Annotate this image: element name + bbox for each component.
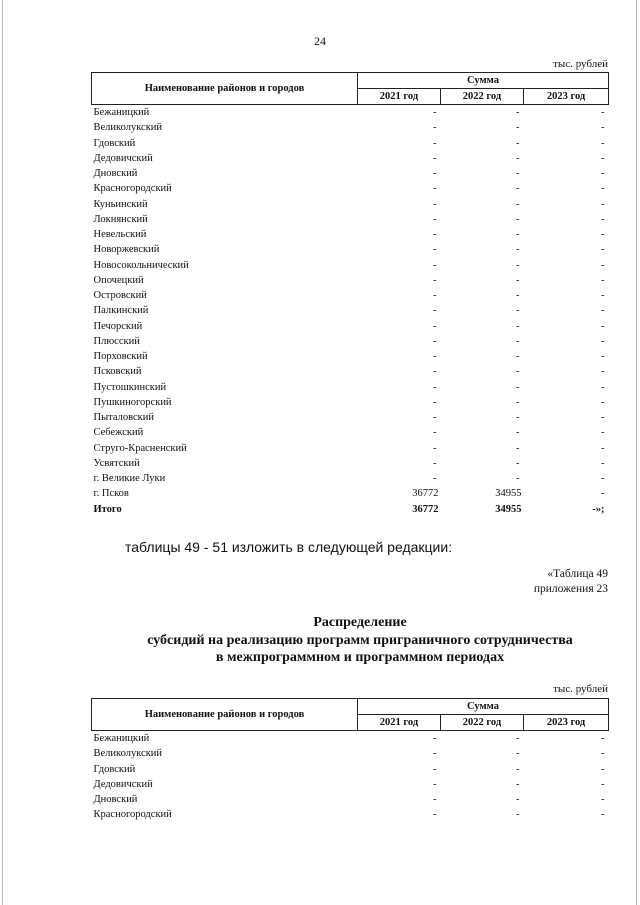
table-row (92, 471, 609, 486)
value-2023-cell: - (601, 229, 605, 240)
table-row (92, 105, 609, 121)
district-name-cell: Себежский (93, 427, 144, 439)
value-2023-cell: - (601, 488, 605, 500)
table-title (0, 614, 640, 667)
value-2021-cell: - (433, 473, 437, 484)
table-row (92, 364, 609, 379)
table-1-body (92, 105, 609, 517)
header-year-2022: 2022 год (441, 89, 524, 105)
value-2022-cell: - (516, 733, 520, 744)
table-row (92, 197, 609, 212)
value-2022-cell: - (516, 396, 520, 408)
table-row (92, 762, 609, 777)
table-title-line-2: субсидий на реализацию программ приграничного сотрудничества (147, 632, 573, 648)
table-row (92, 777, 609, 792)
value-2022-cell: - (516, 213, 520, 225)
value-2021-cell: - (433, 137, 437, 149)
table-row (92, 242, 609, 257)
value-2023-cell: - (601, 183, 605, 195)
district-name-cell: Великолукский (93, 122, 163, 134)
table-row (92, 731, 609, 747)
table-row (92, 258, 609, 273)
value-2023-cell: - (601, 198, 605, 210)
header-year-2022: 2022 год (441, 715, 524, 731)
value-2023-cell: - (601, 274, 605, 286)
district-name-cell: Бежаницкий (93, 733, 150, 744)
district-name-cell: Новоржевский (93, 244, 160, 256)
district-name-cell: Итого (93, 503, 122, 515)
table-row (92, 334, 609, 349)
subsidy-table-1 (91, 72, 609, 517)
district-name-cell: г. Псков (93, 488, 129, 500)
value-2021-cell: - (433, 335, 437, 347)
value-2021-cell: - (433, 213, 437, 225)
value-2021-cell: 36772 (412, 503, 439, 515)
district-name-cell: Гдовский (93, 763, 136, 775)
value-2021-cell: - (433, 320, 437, 332)
value-2023-cell: - (601, 733, 605, 744)
district-name-cell: Струго-Красненский (93, 442, 187, 454)
table-row (92, 181, 609, 196)
header-sum: Сумма (358, 73, 609, 89)
table-row (92, 273, 609, 288)
value-2021-cell: - (433, 122, 437, 134)
table-row (92, 410, 609, 425)
value-2023-cell: - (601, 366, 605, 378)
value-2023-cell: - (601, 778, 605, 790)
value-2021-cell: - (433, 168, 437, 179)
district-name-cell: Островский (93, 290, 147, 301)
district-name-cell: Красногородский (93, 183, 172, 195)
district-name-cell: Пыталовский (93, 412, 154, 423)
value-2021-cell: - (433, 809, 437, 821)
value-2023-cell: - (601, 335, 605, 347)
table-reference-number: «Таблица 49 (547, 568, 608, 580)
value-2023-cell: - (601, 320, 605, 332)
table-row (92, 349, 609, 364)
value-2022-cell: - (516, 168, 520, 179)
value-2023-cell: - (601, 442, 605, 454)
district-name-cell: Пустошкинский (93, 381, 167, 393)
district-name-cell: Дновский (93, 794, 138, 805)
value-2021-cell: - (433, 457, 437, 469)
value-2022-cell: 34955 (495, 503, 522, 515)
value-2022-cell: - (516, 763, 520, 775)
units-label-1: тыс. рублей (553, 58, 608, 70)
value-2021-cell: - (433, 351, 437, 362)
value-2021-cell: - (433, 412, 437, 423)
value-2023-cell: -»; (592, 503, 605, 515)
value-2022-cell: - (516, 748, 520, 760)
value-2023-cell: - (601, 107, 605, 118)
value-2021-cell: - (433, 152, 437, 164)
value-2021-cell: - (433, 107, 437, 118)
scan-edge-right (636, 0, 637, 905)
value-2021-cell: - (433, 244, 437, 256)
value-2021-cell: - (433, 763, 437, 775)
table-row (92, 441, 609, 456)
scan-edge-left (2, 0, 3, 905)
value-2023-cell: - (601, 168, 605, 179)
district-name-cell: Невельский (93, 229, 147, 240)
value-2022-cell: - (516, 198, 520, 210)
district-name-cell: Красногородский (93, 809, 172, 821)
table-reference (534, 567, 608, 597)
table-row (92, 456, 609, 471)
units-label-2: тыс. рублей (553, 683, 608, 695)
district-name-cell: Опочецкий (93, 274, 144, 286)
table-reference-appendix: приложения 23 (533, 583, 608, 595)
district-name-cell: Дедовичский (93, 152, 153, 164)
table-row (92, 136, 609, 151)
value-2021-cell: - (433, 427, 437, 439)
value-2021-cell: - (433, 290, 437, 301)
district-name-cell: Пушкиногорский (93, 396, 172, 408)
district-name-cell: Дновский (93, 168, 138, 179)
table-row (92, 120, 609, 135)
header-sum: Сумма (358, 699, 609, 715)
table-row (92, 151, 609, 166)
value-2022-cell: - (516, 259, 520, 271)
value-2023-cell: - (601, 244, 605, 256)
value-2021-cell: - (433, 274, 437, 286)
value-2021-cell: 36772 (412, 488, 439, 500)
table-row (92, 486, 609, 501)
value-2023-cell: - (601, 763, 605, 775)
value-2022-cell: - (516, 290, 520, 301)
table-row (92, 212, 609, 227)
value-2022-cell: - (516, 809, 520, 821)
value-2021-cell: - (433, 198, 437, 210)
district-name-cell: Порховский (93, 351, 148, 362)
value-2023-cell: - (601, 122, 605, 134)
value-2022-cell: - (516, 381, 520, 393)
district-name-cell: Усвятский (93, 457, 140, 469)
value-2021-cell: - (433, 366, 437, 378)
value-2022-cell: - (516, 305, 520, 317)
table-title-line-1: Распределение (313, 615, 407, 630)
value-2022-cell: - (516, 457, 520, 469)
district-name-cell: Куньинский (93, 198, 148, 210)
value-2021-cell: - (433, 733, 437, 744)
district-name-cell: Палкинский (93, 305, 149, 317)
value-2023-cell: - (601, 396, 605, 408)
value-2023-cell: - (601, 305, 605, 317)
table-row (92, 303, 609, 318)
value-2023-cell: - (601, 381, 605, 393)
district-name-cell: Псковский (93, 366, 142, 378)
district-name-cell: Великолукский (93, 748, 163, 760)
table-row (92, 288, 609, 303)
value-2022-cell: - (516, 794, 520, 805)
value-2022-cell: - (516, 366, 520, 378)
value-2022-cell: - (516, 412, 520, 423)
table-row (92, 380, 609, 395)
value-2021-cell: - (433, 748, 437, 760)
value-2021-cell: - (433, 778, 437, 790)
table-row (92, 425, 609, 440)
value-2022-cell: - (516, 427, 520, 439)
district-name-cell: Печорский (93, 320, 143, 332)
value-2022-cell: - (516, 152, 520, 164)
table-title-line-3: в межпрограммном и программном периодах (215, 650, 505, 665)
value-2023-cell: - (601, 748, 605, 760)
header-year-2021: 2021 год (358, 715, 441, 731)
value-2022-cell: - (516, 778, 520, 790)
value-2021-cell: - (433, 259, 437, 271)
page-number: 24 (314, 34, 326, 48)
value-2023-cell: - (601, 427, 605, 439)
value-2023-cell: - (601, 794, 605, 805)
value-2021-cell: - (433, 229, 437, 240)
table-row (92, 319, 609, 334)
table-row (92, 166, 609, 181)
table-row (92, 807, 609, 822)
total-row (92, 502, 609, 517)
value-2021-cell: - (433, 305, 437, 317)
header-year-2023: 2023 год (524, 715, 609, 731)
district-name-cell: Локнянский (93, 213, 148, 225)
value-2022-cell: - (516, 229, 520, 240)
value-2023-cell: - (601, 152, 605, 164)
value-2022-cell: - (516, 122, 520, 134)
table-2-body (92, 731, 609, 823)
value-2023-cell: - (601, 290, 605, 301)
value-2023-cell: - (601, 473, 605, 484)
value-2022-cell: - (516, 137, 520, 149)
table-row (92, 792, 609, 807)
value-2022-cell: - (516, 320, 520, 332)
value-2023-cell: - (601, 457, 605, 469)
district-name-cell: Гдовский (93, 137, 136, 149)
value-2023-cell: - (601, 259, 605, 271)
instruction-text: таблицы 49 - 51 изложить в следующей редакции: (125, 539, 453, 555)
district-name-cell: Бежаницкий (93, 107, 150, 118)
header-district-name: Наименование районов и городов (92, 699, 358, 731)
district-name-cell: Новосокольнический (93, 259, 189, 271)
value-2023-cell: - (601, 809, 605, 821)
value-2022-cell: - (516, 183, 520, 195)
value-2023-cell: - (601, 412, 605, 423)
value-2022-cell: - (516, 244, 520, 256)
value-2022-cell: - (516, 442, 520, 454)
value-2021-cell: - (433, 396, 437, 408)
value-2022-cell: - (516, 351, 520, 362)
header-year-2023: 2023 год (524, 89, 609, 105)
district-name-cell: Дедовичский (93, 778, 153, 790)
value-2022-cell: - (516, 473, 520, 484)
value-2022-cell: - (516, 274, 520, 286)
table-row (92, 746, 609, 761)
district-name-cell: Плюсский (93, 335, 140, 347)
value-2022-cell: - (516, 107, 520, 118)
district-name-cell: г. Великие Луки (93, 473, 166, 484)
subsidy-table-2 (91, 698, 609, 823)
value-2022-cell: 34955 (495, 488, 522, 500)
value-2021-cell: - (433, 381, 437, 393)
value-2023-cell: - (601, 137, 605, 149)
header-year-2021: 2021 год (358, 89, 441, 105)
table-row (92, 227, 609, 242)
value-2022-cell: - (516, 335, 520, 347)
value-2021-cell: - (433, 183, 437, 195)
table-row (92, 395, 609, 410)
value-2023-cell: - (601, 351, 605, 362)
value-2021-cell: - (433, 794, 437, 805)
header-district-name: Наименование районов и городов (92, 73, 358, 105)
value-2021-cell: - (433, 442, 437, 454)
value-2023-cell: - (601, 213, 605, 225)
